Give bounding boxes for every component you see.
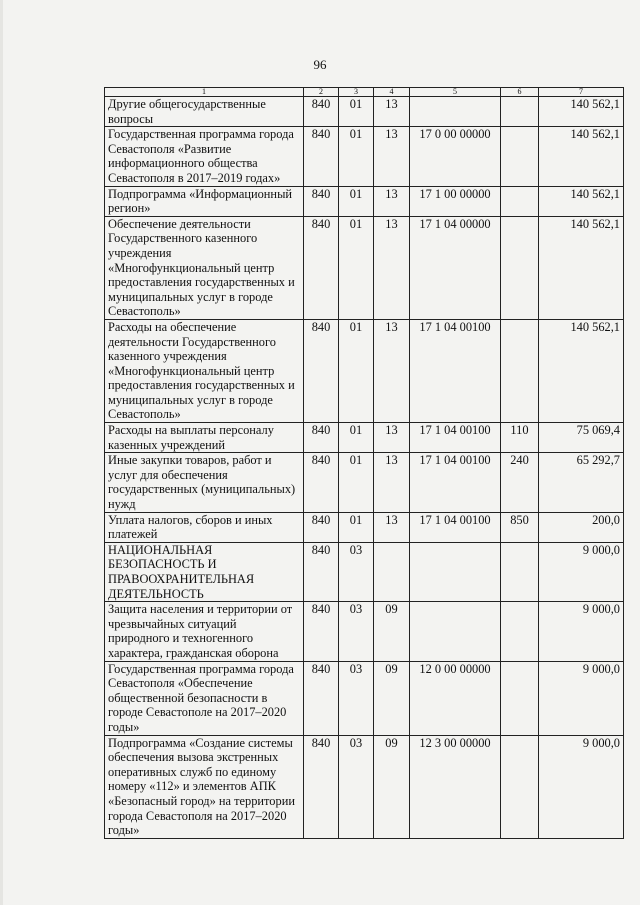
amount: 140 562,1 <box>539 216 624 319</box>
amount: 9 000,0 <box>539 735 624 838</box>
column-number: 2 <box>304 88 339 97</box>
amount: 200,0 <box>539 512 624 542</box>
item-name: Уплата налогов, сборов и иных платежей <box>105 512 304 542</box>
budget-table <box>104 87 624 839</box>
section-code: 01 <box>339 319 374 422</box>
column-number: 3 <box>339 88 374 97</box>
column-number: 4 <box>374 88 410 97</box>
ministry-code: 840 <box>304 602 339 661</box>
subsection-code: 13 <box>374 186 410 216</box>
section-code: 01 <box>339 423 374 453</box>
ministry-code: 840 <box>304 97 339 127</box>
table-row <box>105 319 624 422</box>
item-name: Расходы на выплаты персоналу казенных учреждений <box>105 423 304 453</box>
target-article-code: 17 1 04 00000 <box>410 216 501 319</box>
item-name: Государственная программа города Севастополя «Обеспечение общественной безопасности в городе Севастополе на 2017–2020 годы» <box>105 661 304 735</box>
item-name: Государственная программа города Севастополя «Развитие информационного общества Севастополя в 2017–2019 годах» <box>105 127 304 186</box>
target-article-code: 17 1 00 00000 <box>410 186 501 216</box>
expense-type-code <box>501 97 539 127</box>
amount: 140 562,1 <box>539 97 624 127</box>
item-name: Защита населения и территории от чрезвычайных ситуаций природного и техногенного характера, гражданская оборона <box>105 602 304 661</box>
section-code: 03 <box>339 542 374 601</box>
subsection-code: 13 <box>374 127 410 186</box>
amount: 75 069,4 <box>539 423 624 453</box>
expense-type-code <box>501 735 539 838</box>
subsection-code: 09 <box>374 735 410 838</box>
section-code: 01 <box>339 216 374 319</box>
subsection-code <box>374 542 410 601</box>
column-number: 5 <box>410 88 501 97</box>
target-article-code <box>410 97 501 127</box>
ministry-code: 840 <box>304 127 339 186</box>
target-article-code <box>410 542 501 601</box>
target-article-code: 17 1 04 00100 <box>410 512 501 542</box>
target-article-code: 12 0 00 00000 <box>410 661 501 735</box>
ministry-code: 840 <box>304 186 339 216</box>
ministry-code: 840 <box>304 542 339 601</box>
ministry-code: 840 <box>304 319 339 422</box>
ministry-code: 840 <box>304 735 339 838</box>
subsection-code: 13 <box>374 512 410 542</box>
section-code: 01 <box>339 97 374 127</box>
item-name: Другие общегосударственные вопросы <box>105 97 304 127</box>
ministry-code: 840 <box>304 216 339 319</box>
table-row <box>105 216 624 319</box>
section-code: 03 <box>339 661 374 735</box>
section-code: 01 <box>339 127 374 186</box>
amount: 65 292,7 <box>539 453 624 512</box>
subsection-code: 09 <box>374 602 410 661</box>
table-row <box>105 735 624 838</box>
expense-type-code <box>501 186 539 216</box>
subsection-code: 09 <box>374 661 410 735</box>
page-number: 96 <box>313 57 327 72</box>
section-code: 03 <box>339 602 374 661</box>
ministry-code: 840 <box>304 512 339 542</box>
table-row <box>105 127 624 186</box>
subsection-code: 13 <box>374 97 410 127</box>
item-name: Расходы на обеспечение деятельности Государственного казенного учреждения «Многофункциональный центр предоставления государственных и муниципальных услуг в городе Севастополь» <box>105 319 304 422</box>
column-number: 1 <box>105 88 304 97</box>
subsection-code: 13 <box>374 423 410 453</box>
scan-edge <box>0 0 3 905</box>
item-name: НАЦИОНАЛЬНАЯ БЕЗОПАСНОСТЬ И ПРАВООХРАНИТЕЛЬНАЯ ДЕЯТЕЛЬНОСТЬ <box>105 542 304 601</box>
item-name: Подпрограмма «Создание системы обеспечения вызова экстренных оперативных служб по единому номеру «112» и элементов АПК «Безопасный город» на территории города Севастополя на 2017–2020 годы» <box>105 735 304 838</box>
ministry-code: 840 <box>304 661 339 735</box>
expense-type-code: 240 <box>501 453 539 512</box>
amount: 140 562,1 <box>539 319 624 422</box>
column-number: 7 <box>539 88 624 97</box>
section-code: 01 <box>339 512 374 542</box>
amount: 9 000,0 <box>539 661 624 735</box>
target-article-code <box>410 602 501 661</box>
amount: 9 000,0 <box>539 602 624 661</box>
expense-type-code <box>501 602 539 661</box>
target-article-code: 17 1 04 00100 <box>410 319 501 422</box>
expense-type-code <box>501 542 539 601</box>
table-row <box>105 97 624 127</box>
table-row <box>105 542 624 601</box>
subsection-code: 13 <box>374 216 410 319</box>
expense-type-code <box>501 216 539 319</box>
ministry-code: 840 <box>304 453 339 512</box>
item-name: Подпрограмма «Информационный регион» <box>105 186 304 216</box>
expense-type-code <box>501 319 539 422</box>
column-number: 6 <box>501 88 539 97</box>
target-article-code: 17 0 00 00000 <box>410 127 501 186</box>
target-article-code: 17 1 04 00100 <box>410 453 501 512</box>
column-number-row <box>105 88 624 97</box>
expense-type-code <box>501 661 539 735</box>
expense-type-code: 850 <box>501 512 539 542</box>
item-name: Иные закупки товаров, работ и услуг для обеспечения государственных (муниципальных) нужд <box>105 453 304 512</box>
target-article-code: 12 3 00 00000 <box>410 735 501 838</box>
ministry-code: 840 <box>304 423 339 453</box>
table-row <box>105 453 624 512</box>
amount: 9 000,0 <box>539 542 624 601</box>
table-row <box>105 186 624 216</box>
item-name: Обеспечение деятельности Государственного казенного учреждения «Многофункциональный центр предоставления государственных и муниципальных услуг в городе Севастополь» <box>105 216 304 319</box>
target-article-code: 17 1 04 00100 <box>410 423 501 453</box>
amount: 140 562,1 <box>539 127 624 186</box>
section-code: 01 <box>339 186 374 216</box>
table-row <box>105 602 624 661</box>
table-row <box>105 512 624 542</box>
amount: 140 562,1 <box>539 186 624 216</box>
expense-type-code <box>501 127 539 186</box>
section-code: 01 <box>339 453 374 512</box>
subsection-code: 13 <box>374 453 410 512</box>
table-row <box>105 423 624 453</box>
table-row <box>105 661 624 735</box>
section-code: 03 <box>339 735 374 838</box>
subsection-code: 13 <box>374 319 410 422</box>
expense-type-code: 110 <box>501 423 539 453</box>
